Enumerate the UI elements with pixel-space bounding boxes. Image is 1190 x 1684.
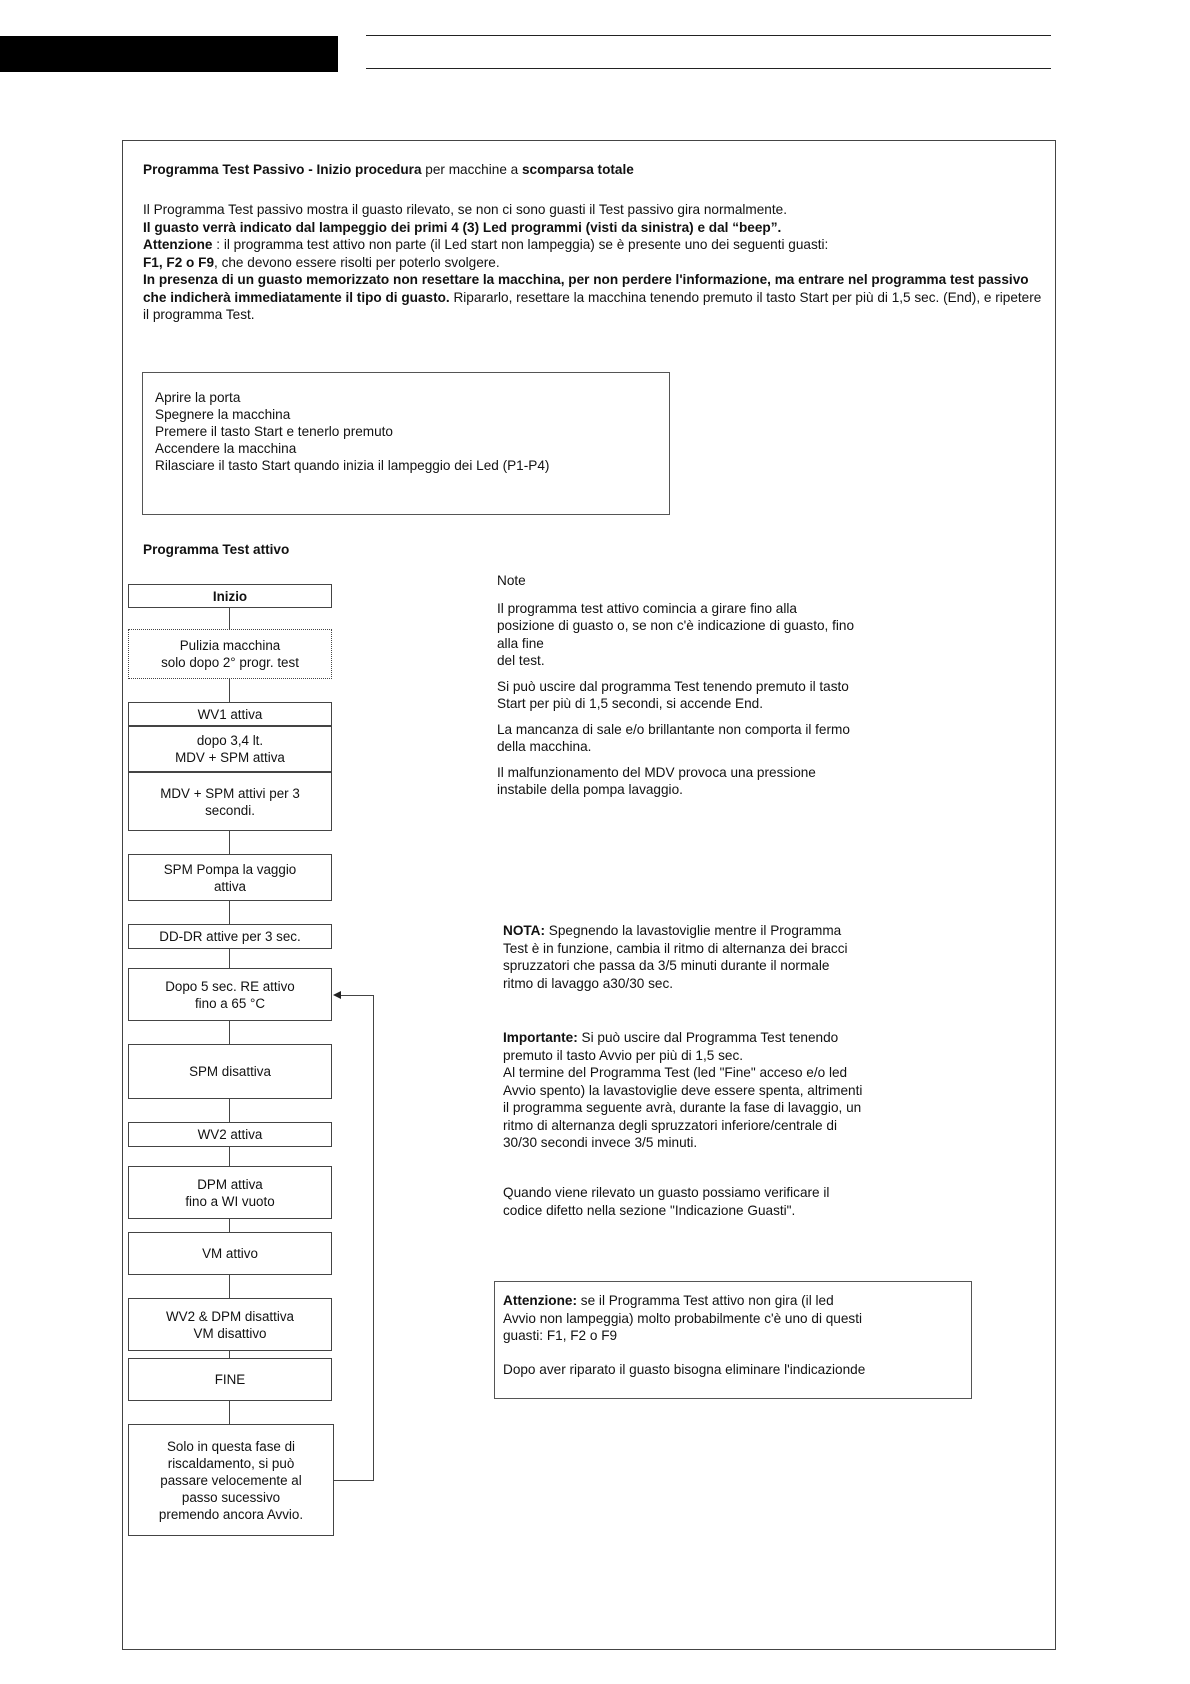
- notes-column: [497, 572, 1017, 807]
- loop-line-top: [340, 995, 374, 996]
- note-4: Il malfunzionamento del MDV provoca una pressione instabile della pompa lavaggio.: [497, 764, 816, 797]
- flow-connector: [229, 607, 230, 629]
- step-1: Aprire la porta: [155, 390, 241, 405]
- flow-box-spm-disattiva: SPM disattiva: [128, 1044, 332, 1099]
- note-1: Il programma test attivo comincia a girare fino alla posizione di guasto o, se non c'è indicazione di guasto, fino alla fine del test.: [497, 600, 855, 668]
- passive-line-2: Il guasto verrà indicato dal lampeggio dei primi 4 (3) Led programmi (visti da sinistra) e dal “beep”.: [143, 219, 782, 235]
- flow-connector: [229, 1350, 230, 1358]
- passive-line-1: Il Programma Test passivo mostra il guasto rilevato, se non ci sono guasti il Test passivo gira normalmente.: [143, 202, 787, 217]
- flow-box-solo: Solo in questa fase di riscaldamento, si può passare velocemente al passo sucessivo premendo ancora Avvio.: [128, 1424, 334, 1536]
- flow-box-wv2-dpm: WV2 & DPM disattiva VM disattivo: [128, 1298, 332, 1351]
- active-title: Programma Test attivo: [143, 542, 290, 557]
- flow-connector: [229, 1400, 230, 1424]
- nota-paragraph: NOTA: Spegnendo la lavastoviglie mentre il Programma Test è in funzione, cambia il ritmo di alternanza dei bracci spruzzatori che passa da 3/5 minuti durante il normale ritmo di lavaggo a30/30 sec.: [503, 923, 848, 991]
- loop-arrow-icon: [333, 991, 341, 999]
- passive-description: [143, 201, 1043, 324]
- loop-line-bottom: [334, 1480, 374, 1481]
- procedure-steps-box: [142, 372, 670, 515]
- notes-heading: Note: [497, 573, 526, 588]
- passive-line-4: F1, F2 o F9, che devono essere risolti per poterlo svolgere.: [143, 254, 500, 270]
- flow-connector: [229, 1020, 230, 1044]
- flow-box-spm-pompa: SPM Pompa la vaggio attiva: [128, 854, 332, 901]
- flow-box-dopo-34: dopo 3,4 lt. MDV + SPM attiva: [128, 726, 332, 772]
- flow-connector: [229, 830, 230, 854]
- passive-line-5: In presenza di un guasto memorizzato non resettare la macchina, per non perdere l'informazione, ma entrare nel programma test passivo che indicherà immediatamente il tipo di guasto. Ripararlo, resettare la macchina tenendo premuto il tasto Start per più di 1,5 sec. (End), e ripetere il programma Test.: [143, 272, 1042, 322]
- flow-connector: [229, 1146, 230, 1166]
- flow-box-wv2: WV2 attiva: [128, 1122, 332, 1147]
- flow-connector: [229, 1098, 230, 1122]
- passive-title: Programma Test Passivo - Inizio procedura per macchine a scomparsa totale: [143, 162, 634, 177]
- note-2: Si può uscire dal programma Test tenendo premuto il tasto Start per più di 1,5 secondi, si accende End.: [497, 678, 849, 711]
- flow-connector: [229, 1218, 230, 1232]
- attenzione-box: Attenzione: se il Programma Test attivo non gira (il led Avvio non lampeggia) molto probabilmente c'è uno di questi guasti: F1, F2 o F9 Dopo aver riparato il guasto bisogna eliminare l'indicazionde: [494, 1281, 972, 1399]
- flow-box-vm: VM attivo: [128, 1232, 332, 1275]
- flow-box-dd-dr: DD-DR attive per 3 sec.: [128, 924, 332, 949]
- step-2: Spegnere la macchina: [155, 407, 291, 422]
- step-3: Premere il tasto Start e tenerlo premuto: [155, 424, 393, 439]
- importante-paragraph: Importante: Si può uscire dal Programma Test tenendo premuto il tasto Avvio per più di 1,5 sec. Al termine del Programma Test (led "Fine" acceso e/o led Avvio spento) la lavastoviglie deve essere spenta, altrimenti il programma seguente avrà, durante la fase di lavaggio, un ritmo di alternanza degli spruzzatori inferiore/centrale di 30/30 secondi invece 3/5 minuti.: [503, 1030, 863, 1150]
- flow-box-dopo-5: Dopo 5 sec. RE attivo fino a 65 °C: [128, 968, 332, 1021]
- flow-connector: [229, 948, 230, 968]
- flow-connector: [229, 678, 230, 702]
- flow-connector: [229, 1274, 230, 1298]
- step-5: Rilasciare il tasto Start quando inizia il lampeggio dei Led (P1-P4): [155, 458, 550, 473]
- flow-box-pulizia: Pulizia macchina solo dopo 2° progr. test: [128, 629, 332, 679]
- flow-box-dpm: DPM attiva fino a WI vuoto: [128, 1166, 332, 1219]
- flow-connector: [229, 900, 230, 924]
- quando-paragraph: Quando viene rilevato un guasto possiamo verificare il codice difetto nella sezione "Indicazione Guasti".: [503, 1185, 830, 1218]
- header-black-bar: [0, 36, 338, 72]
- flow-box-inizio: Inizio: [128, 584, 332, 608]
- passive-line-3: Attenzione : il programma test attivo non parte (il Led start non lampeggia) se è presente uno dei seguenti guasti:: [143, 237, 829, 252]
- header-rule-top: [366, 35, 1051, 36]
- flow-box-wv1: WV1 attiva: [128, 702, 332, 726]
- flow-box-fine: FINE: [128, 1358, 332, 1401]
- loop-line-vertical: [373, 995, 374, 1481]
- header-rule-bottom: [366, 68, 1051, 69]
- step-4: Accendere la macchina: [155, 441, 297, 456]
- note-3: La mancanza di sale e/o brillantante non comporta il fermo della macchina.: [497, 721, 850, 754]
- flow-box-mdv-spm: MDV + SPM attivi per 3 secondi.: [128, 772, 332, 831]
